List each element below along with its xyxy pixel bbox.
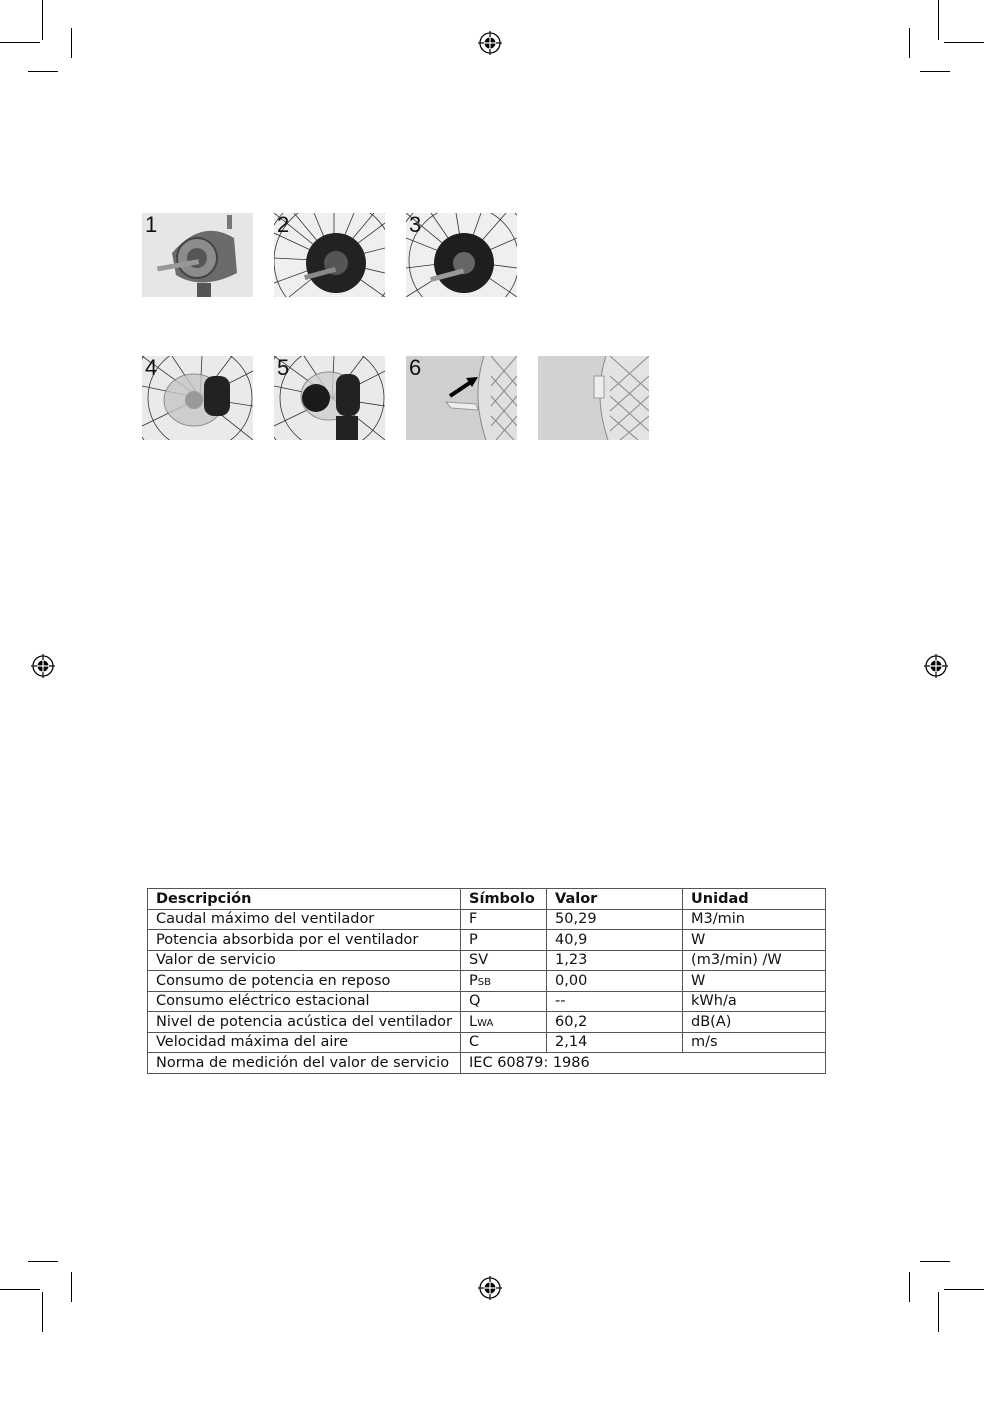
crop-mark (920, 1261, 950, 1262)
table-row (148, 971, 826, 992)
cell-standard: IEC 60879: 1986 (461, 1053, 826, 1074)
cell-value: 2,14 (547, 1032, 683, 1053)
table-row (148, 909, 826, 930)
crop-mark (28, 71, 58, 72)
assembly-step-photo (406, 356, 517, 440)
table-row (148, 1032, 826, 1053)
table-row (148, 1012, 826, 1033)
assembly-step-photo (142, 356, 253, 440)
symbol-main: P (469, 972, 478, 989)
step-number: 4 (145, 356, 158, 380)
spinner-cap-image (274, 356, 385, 440)
cell-symbol (461, 1012, 547, 1033)
cell-unit: W (683, 930, 826, 951)
cell-value: 0,00 (547, 971, 683, 992)
cell-unit: m/s (683, 1032, 826, 1053)
crop-mark (938, 0, 939, 40)
cell-description: Valor de servicio (148, 950, 461, 971)
table-row (148, 930, 826, 951)
symbol-main: L (469, 1013, 478, 1030)
assembly-step-photo (538, 356, 649, 440)
crop-mark (71, 1272, 72, 1302)
cell-unit: W (683, 971, 826, 992)
cell-unit: M3/min (683, 909, 826, 930)
motor-housing-image (142, 213, 253, 297)
crop-mark (42, 0, 43, 40)
crop-mark (909, 28, 910, 58)
blade-mounted-image (142, 356, 253, 440)
header-unit: Unidad (683, 889, 826, 910)
crop-mark (0, 42, 40, 43)
crop-mark (920, 71, 950, 72)
cell-value: 40,9 (547, 930, 683, 951)
cell-symbol: C (461, 1032, 547, 1053)
table-header-row (148, 889, 826, 910)
registration-mark-icon (478, 31, 502, 55)
cell-unit: (m3/min) /W (683, 950, 826, 971)
cell-value: 60,2 (547, 1012, 683, 1033)
cell-description: Caudal máximo del ventilador (148, 909, 461, 930)
cell-description: Potencia absorbida por el ventilador (148, 930, 461, 951)
crop-mark (909, 1272, 910, 1302)
table-row (148, 1053, 826, 1074)
cell-description: Velocidad máxima del aire (148, 1032, 461, 1053)
step-number: 5 (277, 356, 290, 380)
cell-unit: kWh/a (683, 991, 826, 1012)
cell-symbol (461, 971, 547, 992)
assembly-step-photo (406, 213, 517, 297)
cell-description: Consumo de potencia en reposo (148, 971, 461, 992)
clip-closed-image (538, 356, 649, 440)
registration-mark-icon (31, 654, 55, 678)
registration-mark-icon (478, 1276, 502, 1300)
clip-attach-image (406, 356, 517, 440)
header-symbol: Símbolo (461, 889, 547, 910)
step-number: 3 (409, 213, 422, 237)
crop-mark (938, 1292, 939, 1332)
crop-mark (944, 42, 984, 43)
crop-mark (28, 1261, 58, 1262)
table-row (148, 950, 826, 971)
crop-mark (0, 1289, 40, 1290)
step-number: 6 (409, 356, 422, 380)
cell-symbol: Q (461, 991, 547, 1012)
symbol-subscript: WA (477, 1017, 494, 1029)
cell-unit: dB(A) (683, 1012, 826, 1033)
cell-description: Norma de medición del valor de servicio (148, 1053, 461, 1074)
spec-table (147, 888, 826, 1074)
cell-symbol: SV (461, 950, 547, 971)
crop-mark (71, 28, 72, 58)
assembly-step-photo (274, 213, 385, 297)
cell-value: -- (547, 991, 683, 1012)
grille-nut-image (406, 213, 517, 297)
header-description: Descripción (148, 889, 461, 910)
rear-grille-image (274, 213, 385, 297)
cell-description: Nivel de potencia acústica del ventilador (148, 1012, 461, 1033)
registration-mark-icon (924, 654, 948, 678)
cell-value: 50,29 (547, 909, 683, 930)
cell-description: Consumo eléctrico estacional (148, 991, 461, 1012)
header-value: Valor (547, 889, 683, 910)
cell-symbol: F (461, 909, 547, 930)
step-number: 1 (145, 213, 158, 237)
cell-value: 1,23 (547, 950, 683, 971)
symbol-subscript: SB (477, 976, 491, 988)
step-number: 2 (277, 213, 290, 237)
assembly-step-photo (274, 356, 385, 440)
crop-mark (944, 1289, 984, 1290)
cell-symbol: P (461, 930, 547, 951)
assembly-step-photo (142, 213, 253, 297)
table-row (148, 991, 826, 1012)
crop-mark (42, 1292, 43, 1332)
